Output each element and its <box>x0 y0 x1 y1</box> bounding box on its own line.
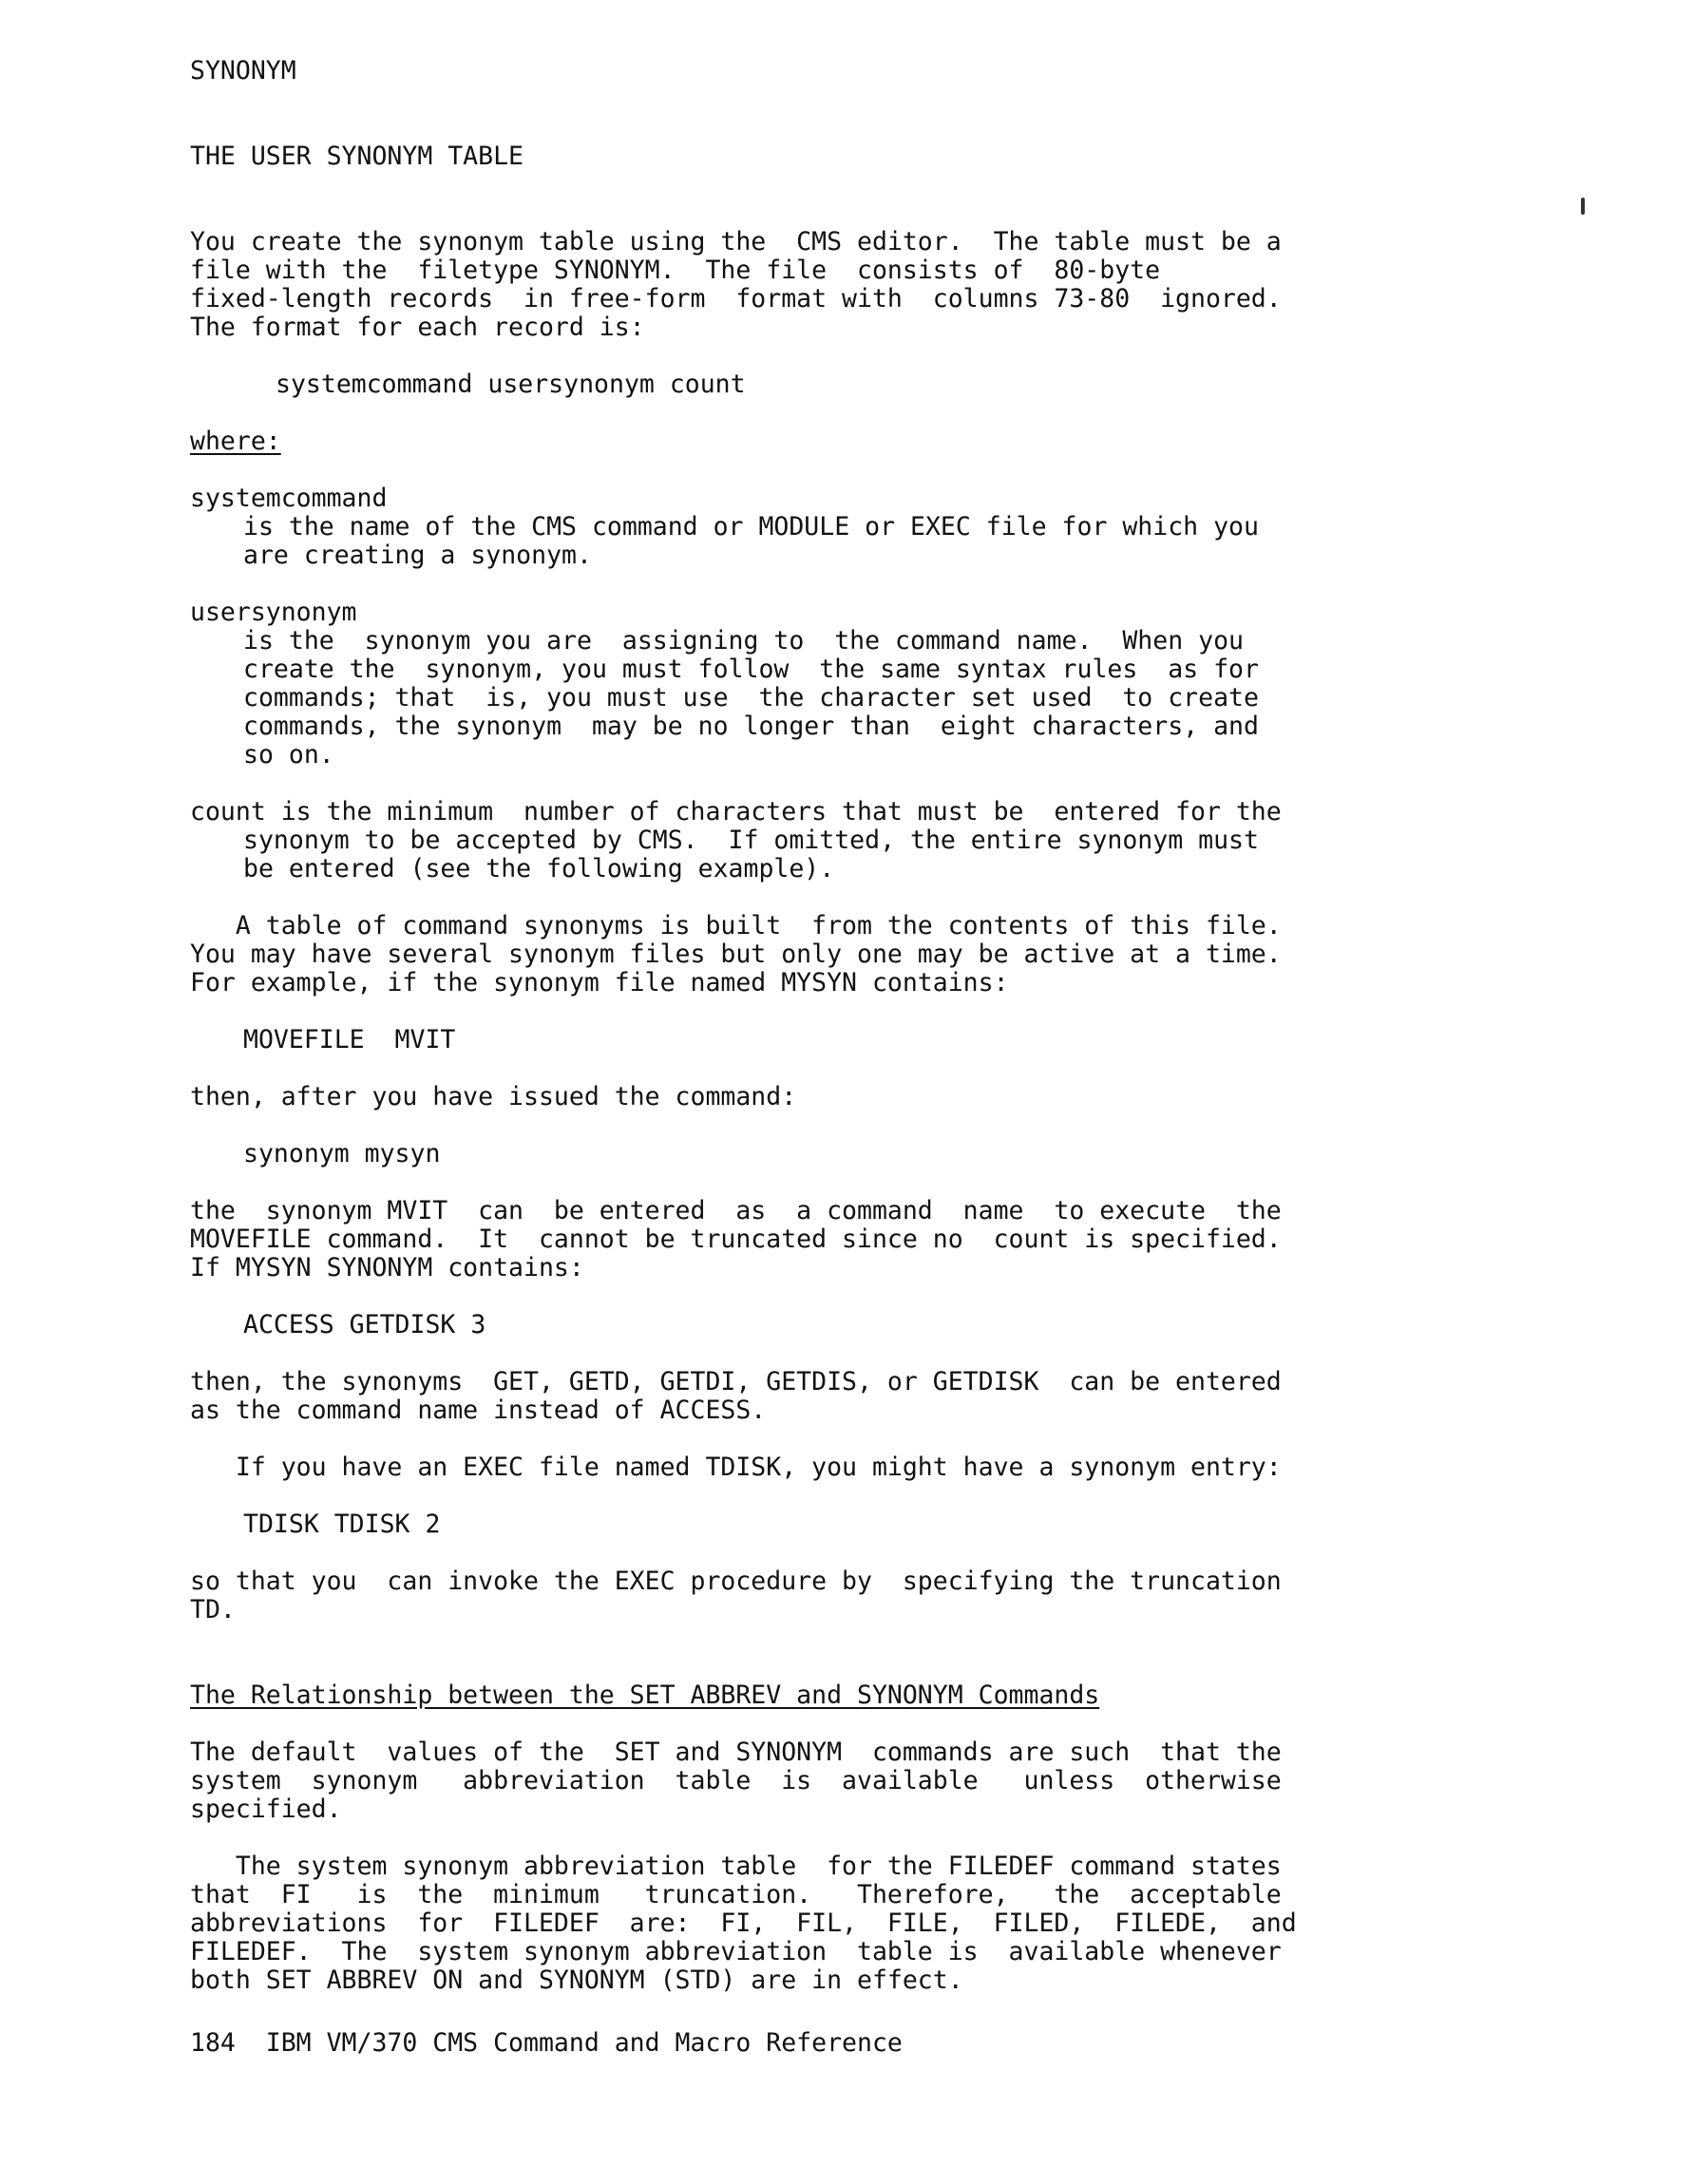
text-line: fixed-length records in free-form format with columns 73-80 ignored. <box>190 284 1282 313</box>
text-line: both SET ABBREV ON and SYNONYM (STD) are in effect. <box>190 1966 963 1995</box>
definition-text: commands; that is, you must use the character set used to create <box>243 683 1259 712</box>
code-example-tdisk: TDISK TDISK 2 <box>243 1510 441 1539</box>
definition-text: so on. <box>243 740 334 769</box>
text-line: You may have several synonym files but only one may be active at a time. <box>190 940 1282 969</box>
definition-count <box>190 798 1416 883</box>
text-line: If MYSYN SYNONYM contains: <box>190 1253 584 1282</box>
text-line: so that you can invoke the EXEC procedure by specifying the truncation <box>190 1567 1282 1596</box>
default-paragraph <box>190 1738 1416 1824</box>
section-title: THE USER SYNONYM TABLE <box>190 142 523 171</box>
text-line: TD. <box>190 1595 236 1624</box>
so-paragraph <box>190 1567 1416 1624</box>
text-line: abbreviations for FILEDEF are: FI, FIL, FILE, FILED, FILEDE, and <box>190 1909 1297 1938</box>
definition-systemcommand <box>190 484 1416 570</box>
intro-paragraph <box>190 228 1416 342</box>
page-footer: 184 IBM VM/370 CMS Command and Macro Reference <box>190 2028 903 2058</box>
text-line: specified. <box>190 1795 342 1824</box>
mvit-paragraph <box>190 1197 1416 1282</box>
document-page <box>190 57 1416 1995</box>
record-format-example: systemcommand usersynonym count <box>276 370 746 399</box>
text-line: The format for each record is: <box>190 313 645 342</box>
code-example-movefile: MOVEFILE MVIT <box>243 1025 456 1054</box>
definition-usersynonym <box>190 598 1416 769</box>
definition-first-line: count is the minimum number of characters that must be entered for the <box>190 797 1282 826</box>
text-line: the synonym MVIT can be entered as a command name to execute the <box>190 1196 1282 1225</box>
code-example-synonym: synonym mysyn <box>243 1139 441 1168</box>
text-line: file with the filetype SYNONYM. The file consists of 80-byte <box>190 256 1161 285</box>
exec-paragraph: If you have an EXEC file named TDISK, you might have a synonym entry: <box>190 1453 1282 1482</box>
definition-text: is the synonym you are assigning to the command name. When you <box>243 626 1244 655</box>
definition-text: are creating a synonym. <box>243 541 592 570</box>
then-paragraph <box>190 1368 1416 1425</box>
text-line: FILEDEF. The system synonym abbreviation table is available whenever <box>190 1937 1282 1966</box>
text-line: For example, if the synonym file named MYSYN contains: <box>190 968 1009 997</box>
text-line: then, the synonyms GET, GETD, GETDI, GETDIS, or GETDISK can be entered <box>190 1367 1282 1396</box>
text-line: system synonym abbreviation table is available unless otherwise <box>190 1766 1282 1795</box>
definition-text: is the name of the CMS command or MODULE or EXEC file for which you <box>243 512 1259 541</box>
definition-text: commands, the synonym may be no longer than eight characters, and <box>243 712 1259 741</box>
text-line: as the command name instead of ACCESS. <box>190 1396 767 1425</box>
where-label: where: <box>190 427 281 456</box>
subsection-title: The Relationship between the SET ABBREV and SYNONYM Commands <box>190 1681 1100 1710</box>
text-line: A table of command synonyms is built from the contents of this file. <box>190 911 1282 940</box>
text-line: that FI is the minimum truncation. Therefore, the acceptable <box>190 1880 1282 1909</box>
text-line: MOVEFILE command. It cannot be truncated since no count is specified. <box>190 1225 1282 1254</box>
text-line: The system synonym abbreviation table for the FILEDEF command states <box>190 1852 1282 1881</box>
definition-term: systemcommand <box>190 484 388 513</box>
definition-text: create the synonym, you must follow the same syntax rules as for <box>243 655 1259 684</box>
code-example-access: ACCESS GETDISK 3 <box>243 1310 486 1339</box>
text-line: You create the synonym table using the CMS editor. The table must be a <box>190 227 1282 256</box>
filedef-paragraph <box>190 1852 1416 1995</box>
running-header: SYNONYM <box>190 56 296 85</box>
definition-term: usersynonym <box>190 598 357 627</box>
text-line: then, after you have issued the command: <box>190 1082 797 1111</box>
definition-text: be entered (see the following example). <box>243 854 835 883</box>
definition-text: synonym to be accepted by CMS. If omitted, the entire synonym must <box>243 826 1259 855</box>
table-paragraph <box>190 912 1416 997</box>
scan-artifact <box>1581 198 1585 215</box>
text-line: The default values of the SET and SYNONYM commands are such that the <box>190 1738 1282 1767</box>
